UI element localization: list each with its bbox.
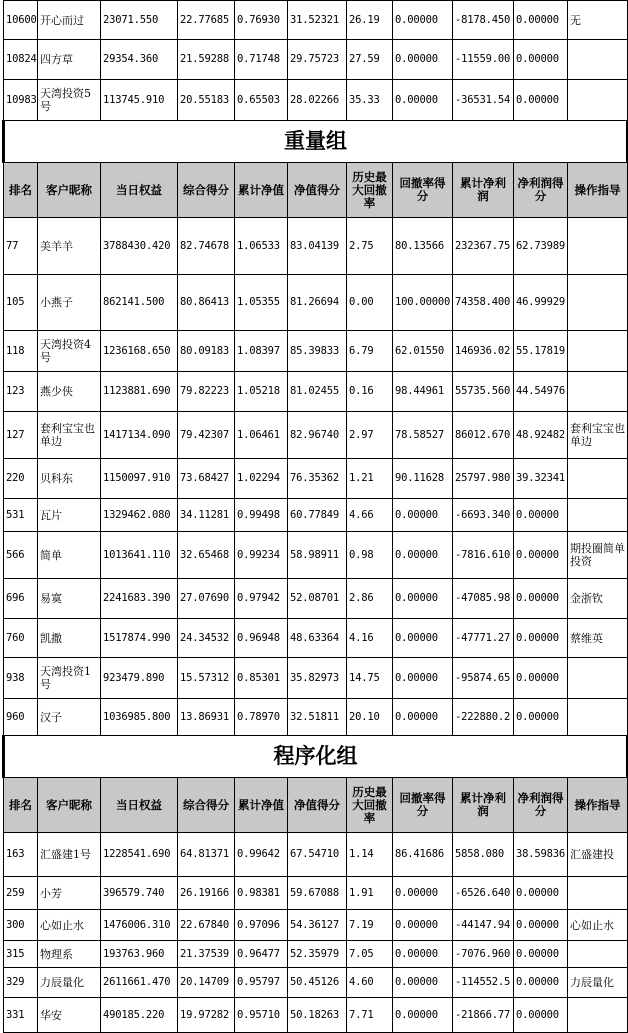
cell-name: 力辰量化 (38, 968, 101, 998)
cell-profit-score: 0.00000 (514, 910, 568, 941)
table-row (4, 40, 628, 80)
cell-profit: -7076.960 (453, 941, 514, 968)
cell-name: 凯撒 (38, 619, 101, 658)
cell-nav-score: 76.35362 (288, 459, 347, 499)
cell-name: 燕少侠 (38, 372, 101, 412)
cell-nav: 0.76930 (235, 1, 288, 40)
cell-profit-score: 0.00000 (514, 499, 568, 532)
cell-profit-score: 38.59836 (514, 833, 568, 877)
cell-rank: 300 (4, 910, 38, 941)
cell-profit: -36531.54 (453, 80, 514, 121)
cell-profit-score: 0.00000 (514, 658, 568, 699)
cell-profit: -114552.5 (453, 968, 514, 998)
cell-score: 15.57312 (178, 658, 235, 699)
cell-equity: 193763.960 (101, 941, 178, 968)
column-header: 客户昵称 (38, 163, 101, 218)
cell-nav-score: 59.67088 (288, 877, 347, 910)
cell-nav-score: 48.63364 (288, 619, 347, 658)
cell-guide (568, 998, 628, 1033)
table-row (4, 331, 628, 372)
table-row (4, 1, 628, 40)
cell-score: 80.09183 (178, 331, 235, 372)
column-header: 综合得分 (178, 163, 235, 218)
cell-score: 64.81371 (178, 833, 235, 877)
cell-nav-score: 52.35979 (288, 941, 347, 968)
table-row (4, 998, 628, 1033)
cell-profit-score: 0.00000 (514, 941, 568, 968)
cell-nav: 0.71748 (235, 40, 288, 80)
cell-max-dd: 7.19 (347, 910, 393, 941)
column-header: 累计净利润 (453, 778, 514, 833)
cell-dd-score: 0.00000 (393, 699, 453, 736)
cell-dd-score: 98.44961 (393, 372, 453, 412)
cell-name: 天湾投资5号 (38, 80, 101, 121)
cell-max-dd: 4.16 (347, 619, 393, 658)
cell-profit: -95874.65 (453, 658, 514, 699)
column-header: 净利润得分 (514, 778, 568, 833)
cell-equity: 1150097.910 (101, 459, 178, 499)
cell-rank: 259 (4, 877, 38, 910)
cell-dd-score: 0.00000 (393, 532, 453, 579)
table-row (4, 412, 628, 459)
cell-profit-score: 39.32341 (514, 459, 568, 499)
cell-name: 天湾投资1号 (38, 658, 101, 699)
cell-name: 美羊羊 (38, 218, 101, 275)
cell-nav-score: 58.98911 (288, 532, 347, 579)
column-header: 排名 (4, 163, 38, 218)
cell-score: 19.97282 (178, 998, 235, 1033)
cell-nav-score: 50.18263 (288, 998, 347, 1033)
cell-guide: 无 (568, 1, 628, 40)
cell-guide (568, 275, 628, 331)
cell-profit: -47771.27 (453, 619, 514, 658)
cell-guide: 力辰量化 (568, 968, 628, 998)
ranking-table (2, 0, 628, 1033)
cell-rank: 163 (4, 833, 38, 877)
cell-equity: 2241683.390 (101, 579, 178, 619)
cell-equity: 862141.500 (101, 275, 178, 331)
table-row (4, 579, 628, 619)
cell-name: 小燕子 (38, 275, 101, 331)
cell-nav: 0.78970 (235, 699, 288, 736)
cell-rank: 77 (4, 218, 38, 275)
cell-profit: -222880.2 (453, 699, 514, 736)
section-title-row (4, 736, 628, 778)
cell-guide (568, 699, 628, 736)
cell-score: 20.14709 (178, 968, 235, 998)
cell-score: 79.42307 (178, 412, 235, 459)
cell-max-dd: 2.97 (347, 412, 393, 459)
cell-rank: 10600 (4, 1, 38, 40)
cell-max-dd: 26.19 (347, 1, 393, 40)
cell-name: 物理系 (38, 941, 101, 968)
ranking-sheet (2, 0, 626, 1033)
cell-profit: -44147.94 (453, 910, 514, 941)
cell-score: 20.55183 (178, 80, 235, 121)
cell-rank: 531 (4, 499, 38, 532)
table-row (4, 877, 628, 910)
cell-profit-score: 0.00000 (514, 579, 568, 619)
cell-equity: 113745.910 (101, 80, 178, 121)
cell-nav: 1.05218 (235, 372, 288, 412)
cell-nav-score: 35.82973 (288, 658, 347, 699)
column-header: 累计净利润 (453, 163, 514, 218)
cell-nav: 0.97942 (235, 579, 288, 619)
cell-rank: 127 (4, 412, 38, 459)
cell-guide: 套利宝宝也单边 (568, 412, 628, 459)
cell-name: 贝科东 (38, 459, 101, 499)
cell-equity: 1013641.110 (101, 532, 178, 579)
column-header: 累计净值 (235, 163, 288, 218)
cell-score: 21.59288 (178, 40, 235, 80)
cell-max-dd: 0.98 (347, 532, 393, 579)
table-row (4, 218, 628, 275)
column-header: 当日权益 (101, 778, 178, 833)
cell-guide (568, 658, 628, 699)
cell-dd-score: 80.13566 (393, 218, 453, 275)
cell-nav: 0.99234 (235, 532, 288, 579)
cell-nav: 1.02294 (235, 459, 288, 499)
cell-profit: -8178.450 (453, 1, 514, 40)
cell-rank: 329 (4, 968, 38, 998)
cell-profit-score: 48.92482 (514, 412, 568, 459)
cell-dd-score: 0.00000 (393, 968, 453, 998)
cell-max-dd: 1.14 (347, 833, 393, 877)
cell-rank: 331 (4, 998, 38, 1033)
cell-dd-score: 0.00000 (393, 579, 453, 619)
cell-dd-score: 90.11628 (393, 459, 453, 499)
cell-profit: 5858.080 (453, 833, 514, 877)
cell-nav-score: 82.96740 (288, 412, 347, 459)
cell-score: 73.68427 (178, 459, 235, 499)
cell-guide: 蔡维英 (568, 619, 628, 658)
cell-nav: 1.06461 (235, 412, 288, 459)
column-header: 排名 (4, 778, 38, 833)
cell-max-dd: 0.16 (347, 372, 393, 412)
cell-nav-score: 81.26694 (288, 275, 347, 331)
cell-guide: 汇盛建投 (568, 833, 628, 877)
cell-rank: 938 (4, 658, 38, 699)
cell-max-dd: 14.75 (347, 658, 393, 699)
cell-profit-score: 46.99929 (514, 275, 568, 331)
column-header: 净值得分 (288, 778, 347, 833)
cell-score: 27.07690 (178, 579, 235, 619)
cell-profit-score: 0.00000 (514, 877, 568, 910)
cell-max-dd: 35.33 (347, 80, 393, 121)
cell-guide (568, 218, 628, 275)
cell-nav-score: 50.45126 (288, 968, 347, 998)
cell-name: 开心而过 (38, 1, 101, 40)
cell-profit: 86012.670 (453, 412, 514, 459)
cell-nav-score: 81.02455 (288, 372, 347, 412)
cell-equity: 1036985.800 (101, 699, 178, 736)
table-row (4, 275, 628, 331)
cell-profit-score: 62.73989 (514, 218, 568, 275)
cell-dd-score: 0.00000 (393, 40, 453, 80)
cell-guide: 期投圈简单投资 (568, 532, 628, 579)
cell-nav-score: 67.54710 (288, 833, 347, 877)
cell-dd-score: 78.58527 (393, 412, 453, 459)
cell-profit: 74358.400 (453, 275, 514, 331)
cell-profit: -11559.00 (453, 40, 514, 80)
cell-equity: 29354.360 (101, 40, 178, 80)
cell-max-dd: 7.05 (347, 941, 393, 968)
cell-equity: 1417134.090 (101, 412, 178, 459)
column-header: 回撤率得分 (393, 778, 453, 833)
cell-dd-score: 0.00000 (393, 619, 453, 658)
cell-max-dd: 2.86 (347, 579, 393, 619)
cell-score: 22.77685 (178, 1, 235, 40)
cell-nav-score: 83.04139 (288, 218, 347, 275)
cell-dd-score: 86.41686 (393, 833, 453, 877)
cell-nav-score: 28.02266 (288, 80, 347, 121)
cell-dd-score: 0.00000 (393, 910, 453, 941)
cell-rank: 10824 (4, 40, 38, 80)
cell-equity: 1329462.080 (101, 499, 178, 532)
section-title-row (4, 121, 628, 163)
cell-equity: 1123881.690 (101, 372, 178, 412)
header-row (4, 778, 628, 833)
column-header: 累计净值 (235, 778, 288, 833)
cell-nav: 0.65503 (235, 80, 288, 121)
cell-max-dd: 0.00 (347, 275, 393, 331)
cell-dd-score: 0.00000 (393, 1, 453, 40)
table-row (4, 459, 628, 499)
cell-nav: 0.99498 (235, 499, 288, 532)
cell-max-dd: 20.10 (347, 699, 393, 736)
cell-guide (568, 499, 628, 532)
cell-profit-score: 0.00000 (514, 80, 568, 121)
cell-rank: 696 (4, 579, 38, 619)
cell-nav: 1.05355 (235, 275, 288, 331)
cell-score: 22.67840 (178, 910, 235, 941)
table-row (4, 910, 628, 941)
cell-name: 汇盛建1号 (38, 833, 101, 877)
table-row (4, 658, 628, 699)
cell-dd-score: 0.00000 (393, 941, 453, 968)
cell-nav: 1.08397 (235, 331, 288, 372)
cell-profit-score: 0.00000 (514, 40, 568, 80)
cell-nav: 0.96477 (235, 941, 288, 968)
table-row (4, 833, 628, 877)
cell-profit: -21866.77 (453, 998, 514, 1033)
cell-guide (568, 331, 628, 372)
cell-rank: 10983 (4, 80, 38, 121)
table-row (4, 619, 628, 658)
cell-dd-score: 0.00000 (393, 80, 453, 121)
cell-guide: 心如止水 (568, 910, 628, 941)
cell-dd-score: 0.00000 (393, 658, 453, 699)
cell-profit: 146936.02 (453, 331, 514, 372)
table-row (4, 699, 628, 736)
cell-nav: 0.96948 (235, 619, 288, 658)
cell-profit-score: 44.54976 (514, 372, 568, 412)
cell-profit-score: 0.00000 (514, 968, 568, 998)
table-row (4, 968, 628, 998)
cell-profit: -7816.610 (453, 532, 514, 579)
cell-profit: 55735.560 (453, 372, 514, 412)
table-row (4, 499, 628, 532)
cell-max-dd: 27.59 (347, 40, 393, 80)
table-row (4, 80, 628, 121)
cell-rank: 760 (4, 619, 38, 658)
cell-equity: 1517874.990 (101, 619, 178, 658)
cell-name: 瓦片 (38, 499, 101, 532)
cell-profit: -6526.640 (453, 877, 514, 910)
cell-nav: 0.95797 (235, 968, 288, 998)
column-header: 净利润得分 (514, 163, 568, 218)
column-header: 历史最大回撤率 (347, 163, 393, 218)
cell-nav: 0.97096 (235, 910, 288, 941)
cell-guide (568, 372, 628, 412)
column-header: 综合得分 (178, 778, 235, 833)
cell-equity: 923479.890 (101, 658, 178, 699)
cell-max-dd: 7.71 (347, 998, 393, 1033)
cell-name: 小芳 (38, 877, 101, 910)
column-header: 回撤率得分 (393, 163, 453, 218)
cell-profit-score: 0.00000 (514, 532, 568, 579)
cell-profit: -47085.98 (453, 579, 514, 619)
cell-name: 套利宝宝也单边 (38, 412, 101, 459)
cell-rank: 315 (4, 941, 38, 968)
column-header: 客户昵称 (38, 778, 101, 833)
cell-score: 34.11281 (178, 499, 235, 532)
cell-dd-score: 0.00000 (393, 998, 453, 1033)
cell-guide (568, 80, 628, 121)
cell-name: 汉子 (38, 699, 101, 736)
cell-name: 天湾投资4号 (38, 331, 101, 372)
cell-guide (568, 877, 628, 910)
cell-profit: 232367.75 (453, 218, 514, 275)
cell-profit-score: 0.00000 (514, 1, 568, 40)
cell-rank: 566 (4, 532, 38, 579)
cell-score: 82.74678 (178, 218, 235, 275)
cell-max-dd: 6.79 (347, 331, 393, 372)
cell-name: 心如止水 (38, 910, 101, 941)
cell-max-dd: 2.75 (347, 218, 393, 275)
column-header: 当日权益 (101, 163, 178, 218)
cell-dd-score: 62.01550 (393, 331, 453, 372)
cell-equity: 396579.740 (101, 877, 178, 910)
cell-score: 24.34532 (178, 619, 235, 658)
cell-max-dd: 4.60 (347, 968, 393, 998)
cell-nav: 0.98381 (235, 877, 288, 910)
section-title: 重量组 (4, 121, 628, 163)
cell-score: 13.86931 (178, 699, 235, 736)
cell-score: 32.65468 (178, 532, 235, 579)
cell-name: 简单 (38, 532, 101, 579)
cell-equity: 2611661.470 (101, 968, 178, 998)
cell-nav: 0.95710 (235, 998, 288, 1033)
cell-max-dd: 1.91 (347, 877, 393, 910)
cell-profit-score: 0.00000 (514, 699, 568, 736)
cell-dd-score: 0.00000 (393, 877, 453, 910)
cell-max-dd: 4.66 (347, 499, 393, 532)
header-row (4, 163, 628, 218)
column-header: 操作指导 (568, 163, 628, 218)
cell-nav-score: 31.52321 (288, 1, 347, 40)
cell-score: 80.86413 (178, 275, 235, 331)
cell-dd-score: 0.00000 (393, 499, 453, 532)
cell-name: 华安 (38, 998, 101, 1033)
cell-nav-score: 29.75723 (288, 40, 347, 80)
cell-profit-score: 0.00000 (514, 619, 568, 658)
cell-rank: 118 (4, 331, 38, 372)
table-row (4, 941, 628, 968)
column-header: 历史最大回撤率 (347, 778, 393, 833)
cell-equity: 1228541.690 (101, 833, 178, 877)
cell-dd-score: 100.00000 (393, 275, 453, 331)
cell-guide (568, 40, 628, 80)
table-row (4, 532, 628, 579)
cell-profit: -6693.340 (453, 499, 514, 532)
cell-nav: 0.85301 (235, 658, 288, 699)
cell-score: 79.82223 (178, 372, 235, 412)
cell-nav-score: 60.77849 (288, 499, 347, 532)
cell-name: 四方草 (38, 40, 101, 80)
cell-rank: 220 (4, 459, 38, 499)
cell-max-dd: 1.21 (347, 459, 393, 499)
cell-profit-score: 0.00000 (514, 998, 568, 1033)
cell-rank: 960 (4, 699, 38, 736)
cell-nav-score: 32.51811 (288, 699, 347, 736)
cell-equity: 3788430.420 (101, 218, 178, 275)
cell-score: 26.19166 (178, 877, 235, 910)
cell-nav-score: 85.39833 (288, 331, 347, 372)
column-header: 净值得分 (288, 163, 347, 218)
cell-guide (568, 459, 628, 499)
column-header: 操作指导 (568, 778, 628, 833)
cell-nav: 1.06533 (235, 218, 288, 275)
cell-rank: 123 (4, 372, 38, 412)
cell-nav: 0.99642 (235, 833, 288, 877)
cell-profit: 25797.980 (453, 459, 514, 499)
cell-equity: 490185.220 (101, 998, 178, 1033)
cell-equity: 23071.550 (101, 1, 178, 40)
table-row (4, 372, 628, 412)
section-title: 程序化组 (4, 736, 628, 778)
cell-equity: 1476006.310 (101, 910, 178, 941)
cell-guide (568, 941, 628, 968)
cell-profit-score: 55.17819 (514, 331, 568, 372)
cell-nav-score: 54.36127 (288, 910, 347, 941)
cell-guide: 金浙钦 (568, 579, 628, 619)
cell-score: 21.37539 (178, 941, 235, 968)
cell-nav-score: 52.08701 (288, 579, 347, 619)
cell-equity: 1236168.650 (101, 331, 178, 372)
cell-name: 易寞 (38, 579, 101, 619)
cell-rank: 105 (4, 275, 38, 331)
